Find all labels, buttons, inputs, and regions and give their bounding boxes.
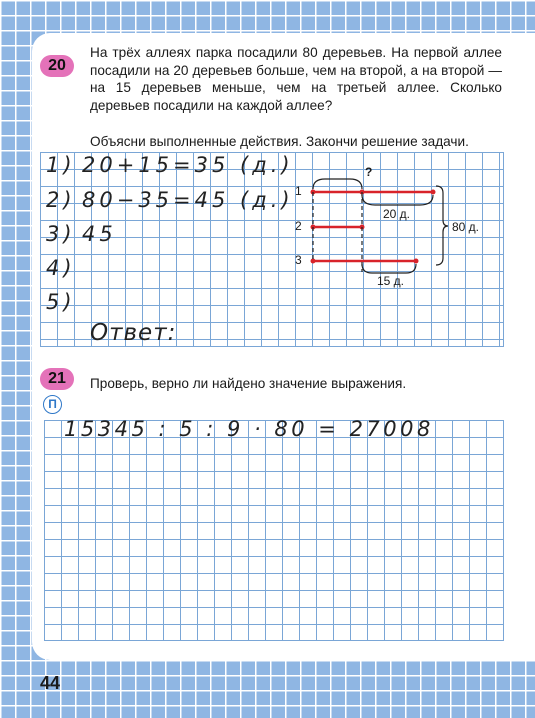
diff-20-label: 20 д. <box>383 207 411 221</box>
step-5-label: 5) <box>46 290 76 314</box>
step-1-content[interactable]: 20+15=35 (д.) <box>82 153 294 177</box>
diff-20-brace <box>362 195 433 205</box>
problem-20-text: На трёх аллеях парка посадили 80 деревьев. На первой аллее посадили на 20 деревьев больше, чем на второй, а на второй — на 15 деревьев меньше, чем на третьей аллее. Сколько деревьев посадили на каждой аллее? <box>90 45 502 113</box>
answer-label: Ответ: <box>90 320 177 346</box>
diff-15-label: 15 д. <box>377 274 405 288</box>
question-arc <box>313 179 362 189</box>
row-3-end-point <box>414 259 419 264</box>
problem-20-badge: 20 <box>40 55 74 77</box>
row-1-label: 1 <box>295 184 302 198</box>
row-3-label: 3 <box>295 253 302 267</box>
step-3-content[interactable]: 45 <box>82 222 117 246</box>
expression-21[interactable]: 15345 : 5 : 9 · 80 = 27008 <box>64 417 434 441</box>
question-mark: ? <box>365 165 373 179</box>
step-2-label: 2) <box>46 188 76 212</box>
solution-grid-21 <box>44 420 504 641</box>
step-3-label: 3) <box>46 222 76 246</box>
total-brace <box>436 186 448 265</box>
step-4-label: 4) <box>46 256 76 280</box>
row-1-end-point <box>431 190 436 195</box>
problem-21-badge: 21 <box>40 368 74 390</box>
total-label: 80 д. <box>452 220 480 234</box>
step-2-content[interactable]: 80−35=45 (д.) <box>82 188 294 212</box>
diff-15-brace <box>362 264 416 273</box>
row-2-label: 2 <box>295 219 302 233</box>
problem-21-text: Проверь, верно ли найдено значение выражения. <box>90 376 407 391</box>
page-number: 44 <box>40 673 61 693</box>
problem-20-instruction: Объясни выполненные действия. Закончи решение задачи. <box>90 134 469 149</box>
step-1-label: 1) <box>46 153 76 177</box>
p-circle-marker: П <box>43 395 62 414</box>
